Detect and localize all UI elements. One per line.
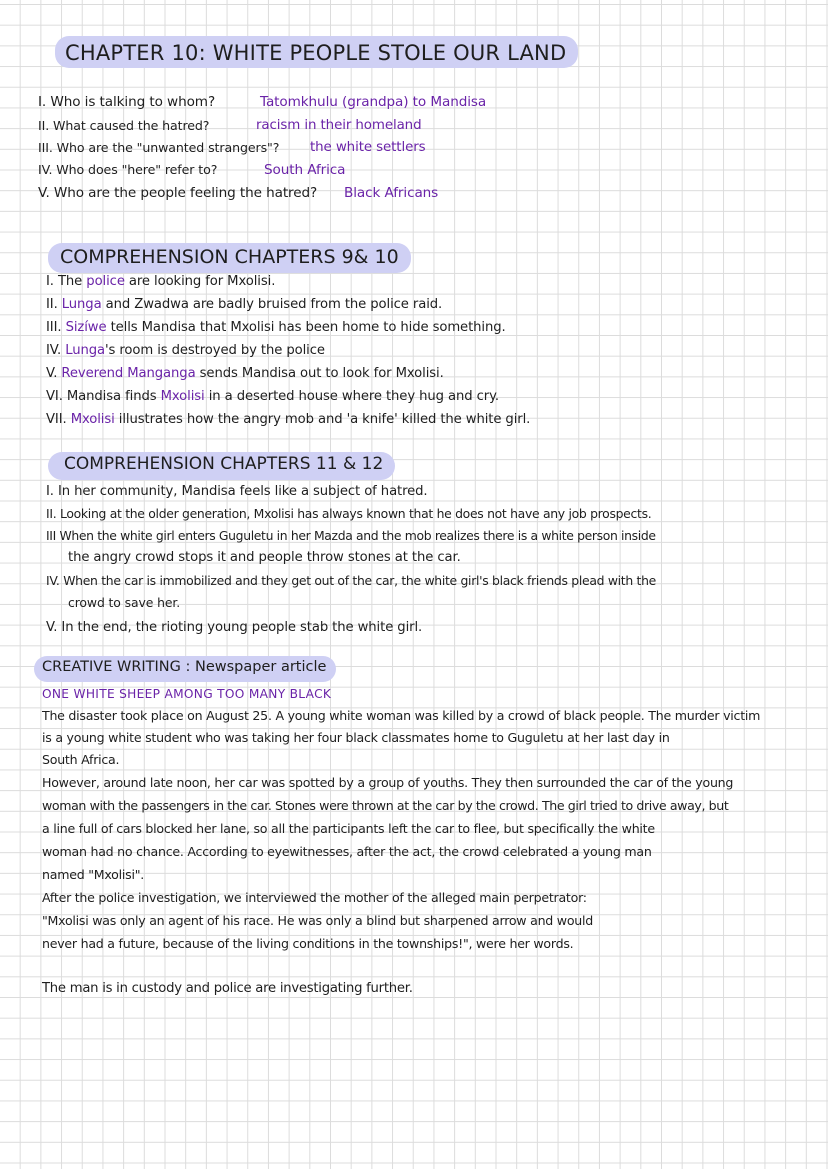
- ch10-item-1: I. Who is talking to whom? Tatomkhulu (grandpa) to Mandisa: [38, 94, 487, 110]
- article-line-1: The disaster took place on August 25. A young white woman was killed by a crowd of black people. The murder victim: [42, 708, 761, 723]
- creative-writing-title: CREATIVE WRITING : Newspaper article: [34, 656, 336, 682]
- article-line-2: is a young white student who was taking her four black classmates home to Guguletu at her last day in: [42, 730, 670, 745]
- comp910-line-3: III. Sizíwe tells Mandisa that Mxolisi has been home to hide something.: [46, 320, 506, 335]
- comp910-line-6: VI. Mandisa finds Mxolisi in a deserted house where they hug and cry.: [46, 389, 499, 404]
- comp1112-line-2: II. Looking at the older generation, Mxolisi has always known that he does not have any job prospects.: [46, 506, 652, 521]
- comp1112-line-3: III When the white girl enters Guguletu in her Mazda and the mob realizes there is a white person inside: [46, 528, 656, 543]
- comp1112-line-4-cont: crowd to save her.: [68, 595, 181, 610]
- comp910-line-2: II. Lunga and Zwadwa are badly bruised from the police raid.: [46, 297, 443, 312]
- article-line-12: The man is in custody and police are investigating further.: [42, 981, 413, 996]
- article-line-3: South Africa.: [42, 752, 120, 767]
- ch10-item-4: IV. Who does "here" refer to? South Africa: [38, 162, 346, 178]
- comp910-line-4: IV. Lunga's room is destroyed by the police: [46, 343, 325, 358]
- article-headline: ONE WHITE SHEEP AMONG TOO MANY BLACK: [42, 687, 332, 701]
- chapter-10-title: CHAPTER 10: WHITE PEOPLE STOLE OUR LAND: [55, 36, 578, 68]
- comp1112-line-1: I. In her community, Mandisa feels like a subject of hatred.: [46, 484, 428, 499]
- ch10-item-5: V. Who are the people feeling the hatred? Black Africans: [38, 185, 439, 201]
- ch10-item-2: II. What caused the hatred? racism in their homeland: [38, 118, 422, 133]
- article-line-4: However, around late noon, her car was spotted by a group of youths. They then surrounded the car of the young: [42, 775, 734, 790]
- article-line-6: a line full of cars blocked her lane, so all the participants left the car to flee, but specifically the white: [42, 821, 655, 836]
- comp1112-line-5: V. In the end, the rioting young people stab the white girl.: [46, 620, 423, 635]
- comp1112-line-3-cont: the angry crowd stops it and people throw stones at the car.: [68, 550, 461, 565]
- comp1112-line-4: IV. When the car is immobilized and they get out of the car, the white girl's black friends plead with the: [46, 573, 656, 588]
- comprehension-9-10-title: COMPREHENSION CHAPTERS 9& 10: [48, 243, 411, 273]
- article-line-10: "Mxolisi was only an agent of his race. He was only a blind but sharpened arrow and would: [42, 913, 594, 928]
- ch10-item-3: III. Who are the "unwanted strangers"? the white settlers: [38, 140, 426, 155]
- article-line-8: named "Mxolisi".: [42, 867, 144, 882]
- comp910-line-7: VII. Mxolisi illustrates how the angry mob and 'a knife' killed the white girl.: [46, 412, 531, 427]
- comprehension-11-12-title: COMPREHENSION CHAPTERS 11 & 12: [48, 452, 395, 480]
- comp910-line-1: I. The police are looking for Mxolisi.: [46, 274, 276, 289]
- article-line-5: woman with the passengers in the car. Stones were thrown at the car by the crowd. The girl tried to drive away, but: [42, 798, 729, 813]
- article-line-11: never had a future, because of the living conditions in the townships!", were her words.: [42, 936, 574, 951]
- comp910-line-5: V. Reverend Manganga sends Mandisa out to look for Mxolisi.: [46, 366, 444, 381]
- article-line-7: woman had no chance. According to eyewitnesses, after the act, the crowd celebrated a young man: [42, 844, 652, 859]
- article-line-9: After the police investigation, we interviewed the mother of the alleged main perpetrator:: [42, 890, 587, 905]
